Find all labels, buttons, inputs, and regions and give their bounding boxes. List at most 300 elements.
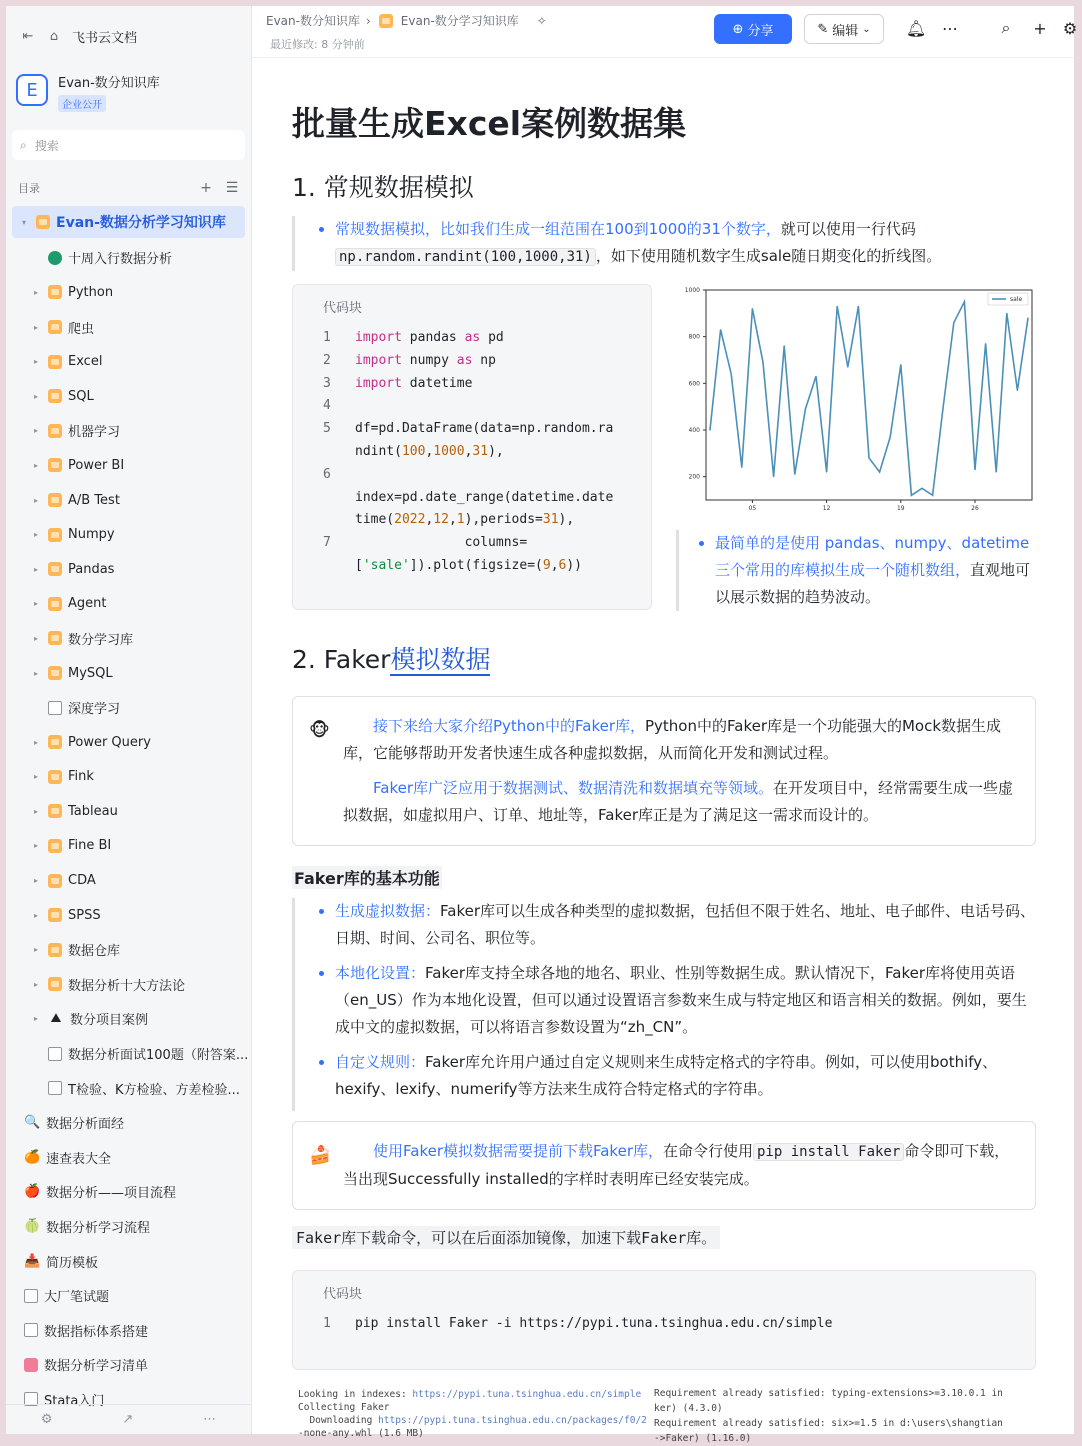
code-block-2[interactable] — [292, 1270, 1036, 1370]
app-window — [6, 6, 1078, 1444]
y-tick-label: 400 — [688, 427, 700, 434]
line-number: 6 — [323, 466, 331, 482]
data-point — [1006, 313, 1007, 314]
x-tick-label: 12 — [822, 505, 831, 512]
code-token: 2022 — [394, 512, 426, 528]
data-point — [773, 476, 774, 477]
sidebar-item-label: MySQL — [68, 665, 113, 681]
code-block-label: 代码块 — [323, 1287, 363, 1302]
folder-icon — [48, 355, 62, 369]
sidebar-item-label: Python — [68, 284, 114, 300]
data-point — [731, 373, 732, 374]
sidebar-top — [20, 24, 241, 48]
expand-arrow-icon[interactable]: ▸ — [33, 426, 38, 436]
x-tick-label: 19 — [896, 505, 905, 512]
data-point — [943, 406, 944, 407]
section-1-quote — [292, 216, 1036, 271]
sidebar-item-label: Fink — [68, 769, 94, 785]
expand-arrow-icon[interactable]: ▸ — [33, 495, 38, 505]
install-callout — [292, 1121, 1036, 1210]
sidebar-footer — [6, 1404, 251, 1434]
code-token: ), — [558, 512, 575, 528]
top-bar — [252, 6, 1078, 58]
folder-icon — [48, 943, 62, 957]
gear-icon[interactable]: ⚙ — [1062, 18, 1078, 38]
code-token: )) — [566, 557, 582, 573]
data-point — [985, 343, 986, 344]
chart-note-quote — [676, 530, 1036, 611]
expand-arrow-icon[interactable]: ▸ — [33, 460, 38, 470]
search-placeholder: 搜索 — [34, 138, 59, 153]
section-2-link[interactable]: 模拟数据 — [390, 645, 491, 674]
line-chart — [676, 284, 1036, 520]
melon-icon: 🍈 — [24, 1219, 41, 1235]
code-token: ]).plot(figsize=( — [409, 557, 543, 573]
sidebar-item-label: Evan-数据分析学习知识库 — [56, 215, 226, 231]
code-token: , — [425, 512, 434, 528]
sidebar-item[interactable] — [6, 1036, 251, 1071]
search-icon[interactable]: ⌕ — [1001, 18, 1011, 37]
intro-callout — [292, 696, 1036, 846]
sidebar-item[interactable] — [6, 932, 251, 967]
bell-icon[interactable]: 🔔︎ — [905, 18, 927, 38]
data-point — [815, 376, 816, 377]
code-token: 'sale' — [362, 557, 410, 573]
knowledge-base-name: Evan-数分知识库 — [58, 76, 160, 91]
code-token: 1 — [456, 512, 465, 528]
data-point — [805, 408, 806, 409]
sidebar-item[interactable] — [6, 1209, 251, 1244]
more-options-icon[interactable]: ⋯ — [942, 18, 958, 38]
sidebar-item-label: 数据分析面试100题（附答案... — [68, 1048, 249, 1064]
sidebar-item[interactable] — [6, 483, 251, 518]
pencil-icon: ✎ — [817, 21, 829, 37]
sidebar — [6, 6, 252, 1434]
line-number: 1 — [323, 330, 331, 345]
sidebar-item-label: CDA — [68, 873, 96, 889]
line-number: 5 — [323, 421, 331, 437]
code-token: df=pd.DataFrame(data=np.random.ra — [355, 421, 614, 437]
breadcrumb — [266, 12, 547, 29]
line-number — [323, 509, 355, 532]
expand-arrow-icon[interactable]: ▸ — [33, 564, 38, 574]
sidebar-item[interactable] — [6, 1140, 251, 1175]
list-item — [317, 216, 1036, 271]
edit-button[interactable] — [804, 14, 884, 44]
highlight-text: 接下来给大家介绍Python中的Faker库， — [373, 717, 645, 735]
more-icon[interactable]: ⋯ — [203, 1412, 217, 1427]
sidebar-item-label: 简历模板 — [46, 1255, 99, 1271]
code-token: , — [425, 443, 434, 459]
expand-arrow-icon[interactable]: ▸ — [33, 979, 38, 989]
visibility-badge: 企业公开 — [58, 95, 106, 112]
expand-arrow-icon[interactable]: ▸ — [33, 806, 38, 816]
add-icon[interactable]: + — [1033, 18, 1047, 38]
expand-arrow-icon[interactable]: ▸ — [33, 633, 38, 643]
sidebar-item-label: 深度学习 — [68, 702, 121, 718]
sidebar-item-label: 数据分析十大方法论 — [68, 978, 186, 994]
knowledge-base-card[interactable] — [16, 66, 241, 122]
sidebar-item[interactable] — [6, 1278, 251, 1313]
code-line — [323, 555, 613, 578]
sidebar-item[interactable] — [6, 587, 251, 622]
code-token: ndint( — [355, 443, 402, 459]
code-token: , — [464, 443, 473, 459]
list-item — [697, 530, 1036, 611]
inbox-icon: 📥 — [24, 1253, 41, 1269]
magnifier-icon: 🔍 — [24, 1115, 41, 1131]
chevron-down-icon: ⌄ — [862, 23, 871, 35]
inline-code: pip install Faker — [753, 1143, 904, 1161]
sidebar-item[interactable] — [6, 1175, 251, 1210]
code-token: index=pd.date_range(datetime.date — [355, 489, 614, 505]
data-point — [847, 366, 848, 367]
sidebar-item-label: 数据分析面经 — [46, 1117, 125, 1133]
folder-icon — [48, 666, 62, 680]
features-list — [292, 898, 1036, 1111]
body-text: Faker库支持全球各地的地名、职业、性别等数据生成。默认情况下，Faker库将使用英语（en_US）作为本地化设置，但可以通过设置语言参数来生成与特定地区和语言相关的数据。例如，要生成中文的虚拟数据，可以将语言参数设置为“zh_CN”。 — [335, 964, 1027, 1036]
apple-icon: 🍎 — [24, 1184, 41, 1200]
code-token: ), — [488, 443, 504, 459]
code-token: as — [456, 352, 473, 368]
sidebar-item[interactable] — [6, 621, 251, 656]
data-point — [890, 436, 891, 437]
body-text: Faker库可以生成各种类型的虚拟数据，包括但不限于姓名、地址、电子邮件、电话号码、日期、时间、公司名、职位等。 — [335, 902, 1036, 947]
pin-icon[interactable]: ✧ — [536, 13, 547, 28]
data-point — [784, 345, 785, 346]
chart-svg — [676, 284, 1036, 520]
code-line — [323, 487, 613, 510]
folder-icon — [48, 770, 62, 784]
code-token: , — [448, 512, 457, 528]
share-label: 分享 — [747, 23, 774, 39]
sidebar-item[interactable] — [6, 552, 251, 587]
folder-icon — [48, 631, 62, 645]
data-point — [900, 364, 901, 365]
code-block-1[interactable] — [292, 284, 652, 610]
expand-arrow-icon[interactable]: ▸ — [33, 772, 38, 782]
terminal-output-right: Requirement already satisfied: typing-extensions>=3.10.0.1 in ker) (4.3.0) Requirement already satisfied: six>=1.5 in d:\users\shangtian ->Faker) (1.16.0) — [654, 1388, 1003, 1444]
sidebar-item[interactable] — [6, 1313, 251, 1348]
highlight-text: 本地化设置： — [335, 964, 426, 982]
data-point — [1027, 317, 1028, 318]
sidebar-item-label: 数据分析学习清单 — [44, 1359, 149, 1375]
brand-name: 飞书云文档 — [72, 30, 138, 46]
highlight-text: 最简单的是使用 pandas、numpy、datetime三个常用的库模拟生成一个随机数组， — [715, 534, 1030, 579]
code-line — [323, 441, 613, 464]
sidebar-item[interactable] — [6, 310, 251, 345]
data-point — [858, 306, 859, 307]
expand-arrow-icon[interactable]: ▸ — [33, 322, 38, 332]
toc-header — [18, 178, 241, 198]
data-point — [964, 301, 965, 302]
section-2-prefix: 2. Faker — [292, 645, 391, 674]
code-line — [323, 509, 613, 532]
code-token: columns= — [355, 535, 528, 551]
code-token: 6 — [558, 557, 567, 573]
sidebar-item-label: 数据仓库 — [68, 944, 121, 960]
share-out-icon[interactable]: ↗ — [122, 1412, 134, 1427]
breadcrumb-item-current[interactable]: Evan-数分学习知识库 — [400, 14, 519, 28]
section-2-heading — [292, 640, 490, 676]
code-line — [323, 373, 613, 396]
sidebar-item-label: 数分项目案例 — [70, 1013, 149, 1029]
code-token: 12 — [433, 512, 449, 528]
home-icon[interactable]: ⌂ — [49, 28, 59, 44]
folder-icon — [379, 14, 393, 28]
code-lines — [323, 327, 613, 578]
list-item — [317, 1049, 1036, 1103]
data-point — [879, 471, 880, 472]
line-number — [323, 441, 355, 464]
folder-icon — [36, 215, 50, 229]
folder-icon — [48, 804, 62, 818]
page-title: 批量生成Excel案例数据集 — [292, 104, 687, 143]
sidebar-item[interactable] — [6, 1002, 251, 1037]
code-token: datetime — [401, 375, 473, 391]
data-point — [709, 429, 710, 430]
sidebar-item-label: Agent — [68, 596, 107, 612]
collapse-sidebar-icon[interactable]: ⇤ — [22, 28, 34, 44]
highlight-text: 使用Faker模拟数据需要提前下载Faker库， — [373, 1142, 663, 1160]
sidebar-item-label: T检验、K方检验、方差检验... — [68, 1082, 240, 1098]
body-text: 在命令行使用 — [662, 1142, 753, 1160]
expand-arrow-icon[interactable]: ▸ — [33, 876, 38, 886]
sidebar-item-label: 数分学习库 — [68, 632, 134, 648]
sidebar-item-label: Tableau — [68, 803, 118, 819]
folder-icon — [48, 285, 62, 299]
globe-icon: ⊕ — [732, 21, 744, 37]
folder-icon — [48, 735, 62, 749]
code-token: numpy — [401, 352, 457, 368]
expand-arrow-icon[interactable]: ▸ — [33, 945, 38, 955]
code-token: ),periods= — [464, 512, 543, 528]
code-token: time( — [355, 512, 395, 528]
data-point — [974, 469, 975, 470]
sidebar-item-label: SQL — [68, 388, 94, 404]
code-token: 1000 — [433, 443, 465, 459]
expand-arrow-icon[interactable]: ▸ — [33, 737, 38, 747]
toc-label: 目录 — [18, 182, 40, 195]
sidebar-item[interactable] — [6, 725, 251, 760]
expand-arrow-icon[interactable]: ▸ — [33, 530, 38, 540]
data-point — [837, 306, 838, 307]
sidebar-item[interactable] — [6, 241, 251, 276]
code-token: 9 — [542, 557, 551, 573]
list-item — [317, 960, 1036, 1041]
code-line — [323, 418, 613, 441]
data-point — [868, 457, 869, 458]
line-number: 4 — [323, 398, 331, 414]
data-point — [741, 467, 742, 468]
line-number: 3 — [323, 375, 331, 391]
sidebar-item[interactable] — [6, 414, 251, 449]
sidebar-item[interactable] — [6, 690, 251, 725]
y-tick-label: 200 — [688, 473, 700, 481]
sidebar-item-label: Excel — [68, 354, 103, 370]
x-tick-label: 05 — [748, 505, 757, 512]
sidebar-item[interactable] — [6, 760, 251, 795]
inline-code: np.random.randint(100,1000,31) — [335, 248, 596, 266]
settings-icon[interactable]: ⚙ — [40, 1412, 53, 1427]
data-point — [720, 329, 721, 330]
line-number: 2 — [323, 352, 331, 368]
y-tick-label: 600 — [688, 380, 700, 388]
data-point — [826, 471, 827, 472]
doc-icon — [24, 1289, 38, 1303]
line-number — [323, 487, 355, 510]
sidebar-item[interactable] — [6, 1348, 251, 1383]
data-point — [932, 495, 933, 496]
sidebar-item-label: Pandas — [68, 561, 115, 577]
sidebar-search[interactable] — [12, 130, 245, 160]
last-modified: 最近修改: 8 分钟前 — [270, 38, 365, 51]
code-line — [323, 532, 613, 555]
sidebar-item[interactable] — [6, 863, 251, 898]
expand-arrow-icon[interactable]: ▸ — [33, 599, 38, 609]
sidebar-item[interactable] — [6, 829, 251, 864]
folder-icon — [48, 389, 62, 403]
code-token: 31 — [542, 512, 559, 528]
code-token: np — [472, 352, 496, 368]
share-button[interactable] — [714, 14, 792, 44]
sidebar-item[interactable] — [6, 275, 251, 310]
x-tick-label: 26 — [971, 505, 979, 512]
expand-arrow-icon[interactable]: ▸ — [33, 841, 38, 851]
expand-arrow-icon[interactable]: ▸ — [33, 668, 38, 678]
sidebar-item-label: Numpy — [68, 527, 115, 543]
data-point — [794, 474, 795, 475]
folder-icon — [48, 424, 62, 438]
sidebar-item-label: Fine BI — [68, 838, 112, 854]
expand-arrow-icon[interactable]: ▸ — [33, 287, 38, 297]
line-number — [323, 555, 355, 578]
faker-basics-heading: Faker库的基本功能 — [292, 866, 442, 889]
search-icon: ⌕ — [20, 137, 27, 152]
sidebar-item-label: Power Query — [68, 734, 151, 750]
legend-label: sale — [1010, 296, 1023, 303]
knowledge-base-logo: E — [16, 74, 48, 106]
highlight-text: 常规数据模拟，比如我们生成一组范围在100到1000的31个数字， — [335, 220, 781, 238]
data-point — [911, 495, 912, 496]
cake-icon: 🍰 — [309, 1145, 332, 1166]
sidebar-item-label: 数据分析——项目流程 — [46, 1186, 177, 1202]
breadcrumb-item-kb[interactable]: Evan-数分知识库 — [266, 14, 360, 28]
sidebar-item-label: 数据分析学习流程 — [46, 1221, 151, 1237]
folder-icon — [48, 493, 62, 507]
data-point — [953, 322, 954, 323]
body-text: 就可以使用一行代码 — [780, 220, 916, 238]
section-1-heading: 1. 常规数据模拟 — [292, 173, 474, 202]
code-token: import — [355, 330, 402, 345]
code-line — [323, 464, 613, 487]
sidebar-item-label: 大厂笔试题 — [44, 1290, 110, 1306]
doc-icon — [48, 701, 62, 715]
data-point — [752, 308, 753, 309]
body-text: 直观地可以展示数据的趋势波动。 — [715, 561, 1031, 606]
sidebar-item[interactable] — [6, 656, 251, 691]
document-area — [252, 58, 1074, 1444]
globe-icon — [48, 251, 62, 265]
doc-icon — [24, 1323, 38, 1337]
sidebar-item-label: 机器学习 — [68, 425, 121, 441]
sidebar-item-label: A/B Test — [68, 492, 120, 508]
sidebar-item[interactable] — [6, 379, 251, 414]
code-token: pandas — [401, 330, 465, 345]
expand-arrow-icon[interactable]: ▸ — [33, 357, 38, 367]
code-block-label: 代码块 — [323, 301, 363, 316]
highlight-text: 生成虚拟数据： — [335, 902, 441, 920]
sidebar-item[interactable] — [12, 206, 245, 238]
sidebar-item-label: 爬虫 — [68, 321, 95, 337]
body-text: 在开发项目中，经常需要生成一些虚拟数据，如虚拟用户、订单、地址等，Faker库正是为了满足这一需求而设计的。 — [343, 779, 1014, 824]
download-note: Faker库下载命令，可以在后面添加镜像，加速下载Faker库。 — [292, 1226, 720, 1249]
highlight-text: Faker库广泛应用于数据测试、数据清洗和数据填充等领域。 — [373, 779, 773, 797]
folder-icon — [48, 977, 62, 991]
folder-icon — [48, 839, 62, 853]
code-token: import — [355, 352, 402, 368]
code-token: as — [464, 330, 481, 345]
code-line — [323, 327, 613, 350]
orange-icon: 🍊 — [24, 1149, 41, 1165]
sidebar-item[interactable] — [6, 1244, 251, 1279]
sidebar-item[interactable] — [6, 794, 251, 829]
list-settings-icon[interactable]: ☰ — [225, 180, 239, 196]
line-number: 1 — [323, 1316, 331, 1331]
data-point — [1017, 390, 1018, 391]
sidebar-item-label: SPSS — [68, 907, 101, 923]
data-point — [762, 362, 763, 363]
monkey-icon: 🐵 — [309, 720, 330, 741]
sidebar-item-label: 速查表大全 — [46, 1151, 112, 1167]
sidebar-item-label: Power BI — [68, 457, 125, 473]
folder-icon — [48, 597, 62, 611]
expand-arrow-icon[interactable]: ▾ — [21, 217, 26, 227]
code-line — [323, 395, 613, 418]
doc-tree — [6, 206, 251, 1417]
sidebar-item[interactable] — [6, 1105, 251, 1140]
y-tick-label: 1000 — [684, 287, 700, 294]
sidebar-item[interactable] — [6, 1071, 251, 1106]
mountain-icon: ⛰ — [50, 1011, 62, 1027]
line-number: 7 — [323, 535, 331, 551]
sidebar-item[interactable] — [6, 344, 251, 379]
chevron-right-icon: › — [365, 13, 371, 28]
code-line: pip install Faker -i https://pypi.tuna.tsinghua.edu.cn/simple — [355, 1316, 833, 1331]
code-token: pd — [480, 330, 504, 345]
add-page-icon[interactable]: + — [200, 180, 212, 196]
data-point — [921, 488, 922, 489]
folder-icon — [48, 562, 62, 576]
list-item — [317, 898, 1036, 952]
sidebar-item[interactable] — [6, 967, 251, 1002]
expand-arrow-icon[interactable]: ▸ — [33, 391, 38, 401]
body-text: Python中的Faker库是一个功能强大的Mock数据生成库，它能够帮助开发者快速生成各种虚拟数据，从而简化开发和测试过程。 — [343, 717, 1002, 762]
edit-label: 编辑 — [832, 23, 859, 39]
sidebar-item-label: 数据指标体系搭建 — [44, 1324, 149, 1340]
doc-icon — [48, 1047, 62, 1061]
data-point — [996, 471, 997, 472]
folder-icon — [48, 908, 62, 922]
y-tick-label: 800 — [688, 333, 700, 341]
expand-arrow-icon[interactable]: ▸ — [33, 1014, 38, 1024]
expand-arrow-icon[interactable]: ▸ — [33, 910, 38, 920]
sidebar-item[interactable] — [6, 448, 251, 483]
highlight-text: 自定义规则： — [335, 1053, 426, 1071]
sidebar-item[interactable] — [6, 517, 251, 552]
sidebar-item[interactable] — [6, 898, 251, 933]
code-token: , — [550, 557, 559, 573]
